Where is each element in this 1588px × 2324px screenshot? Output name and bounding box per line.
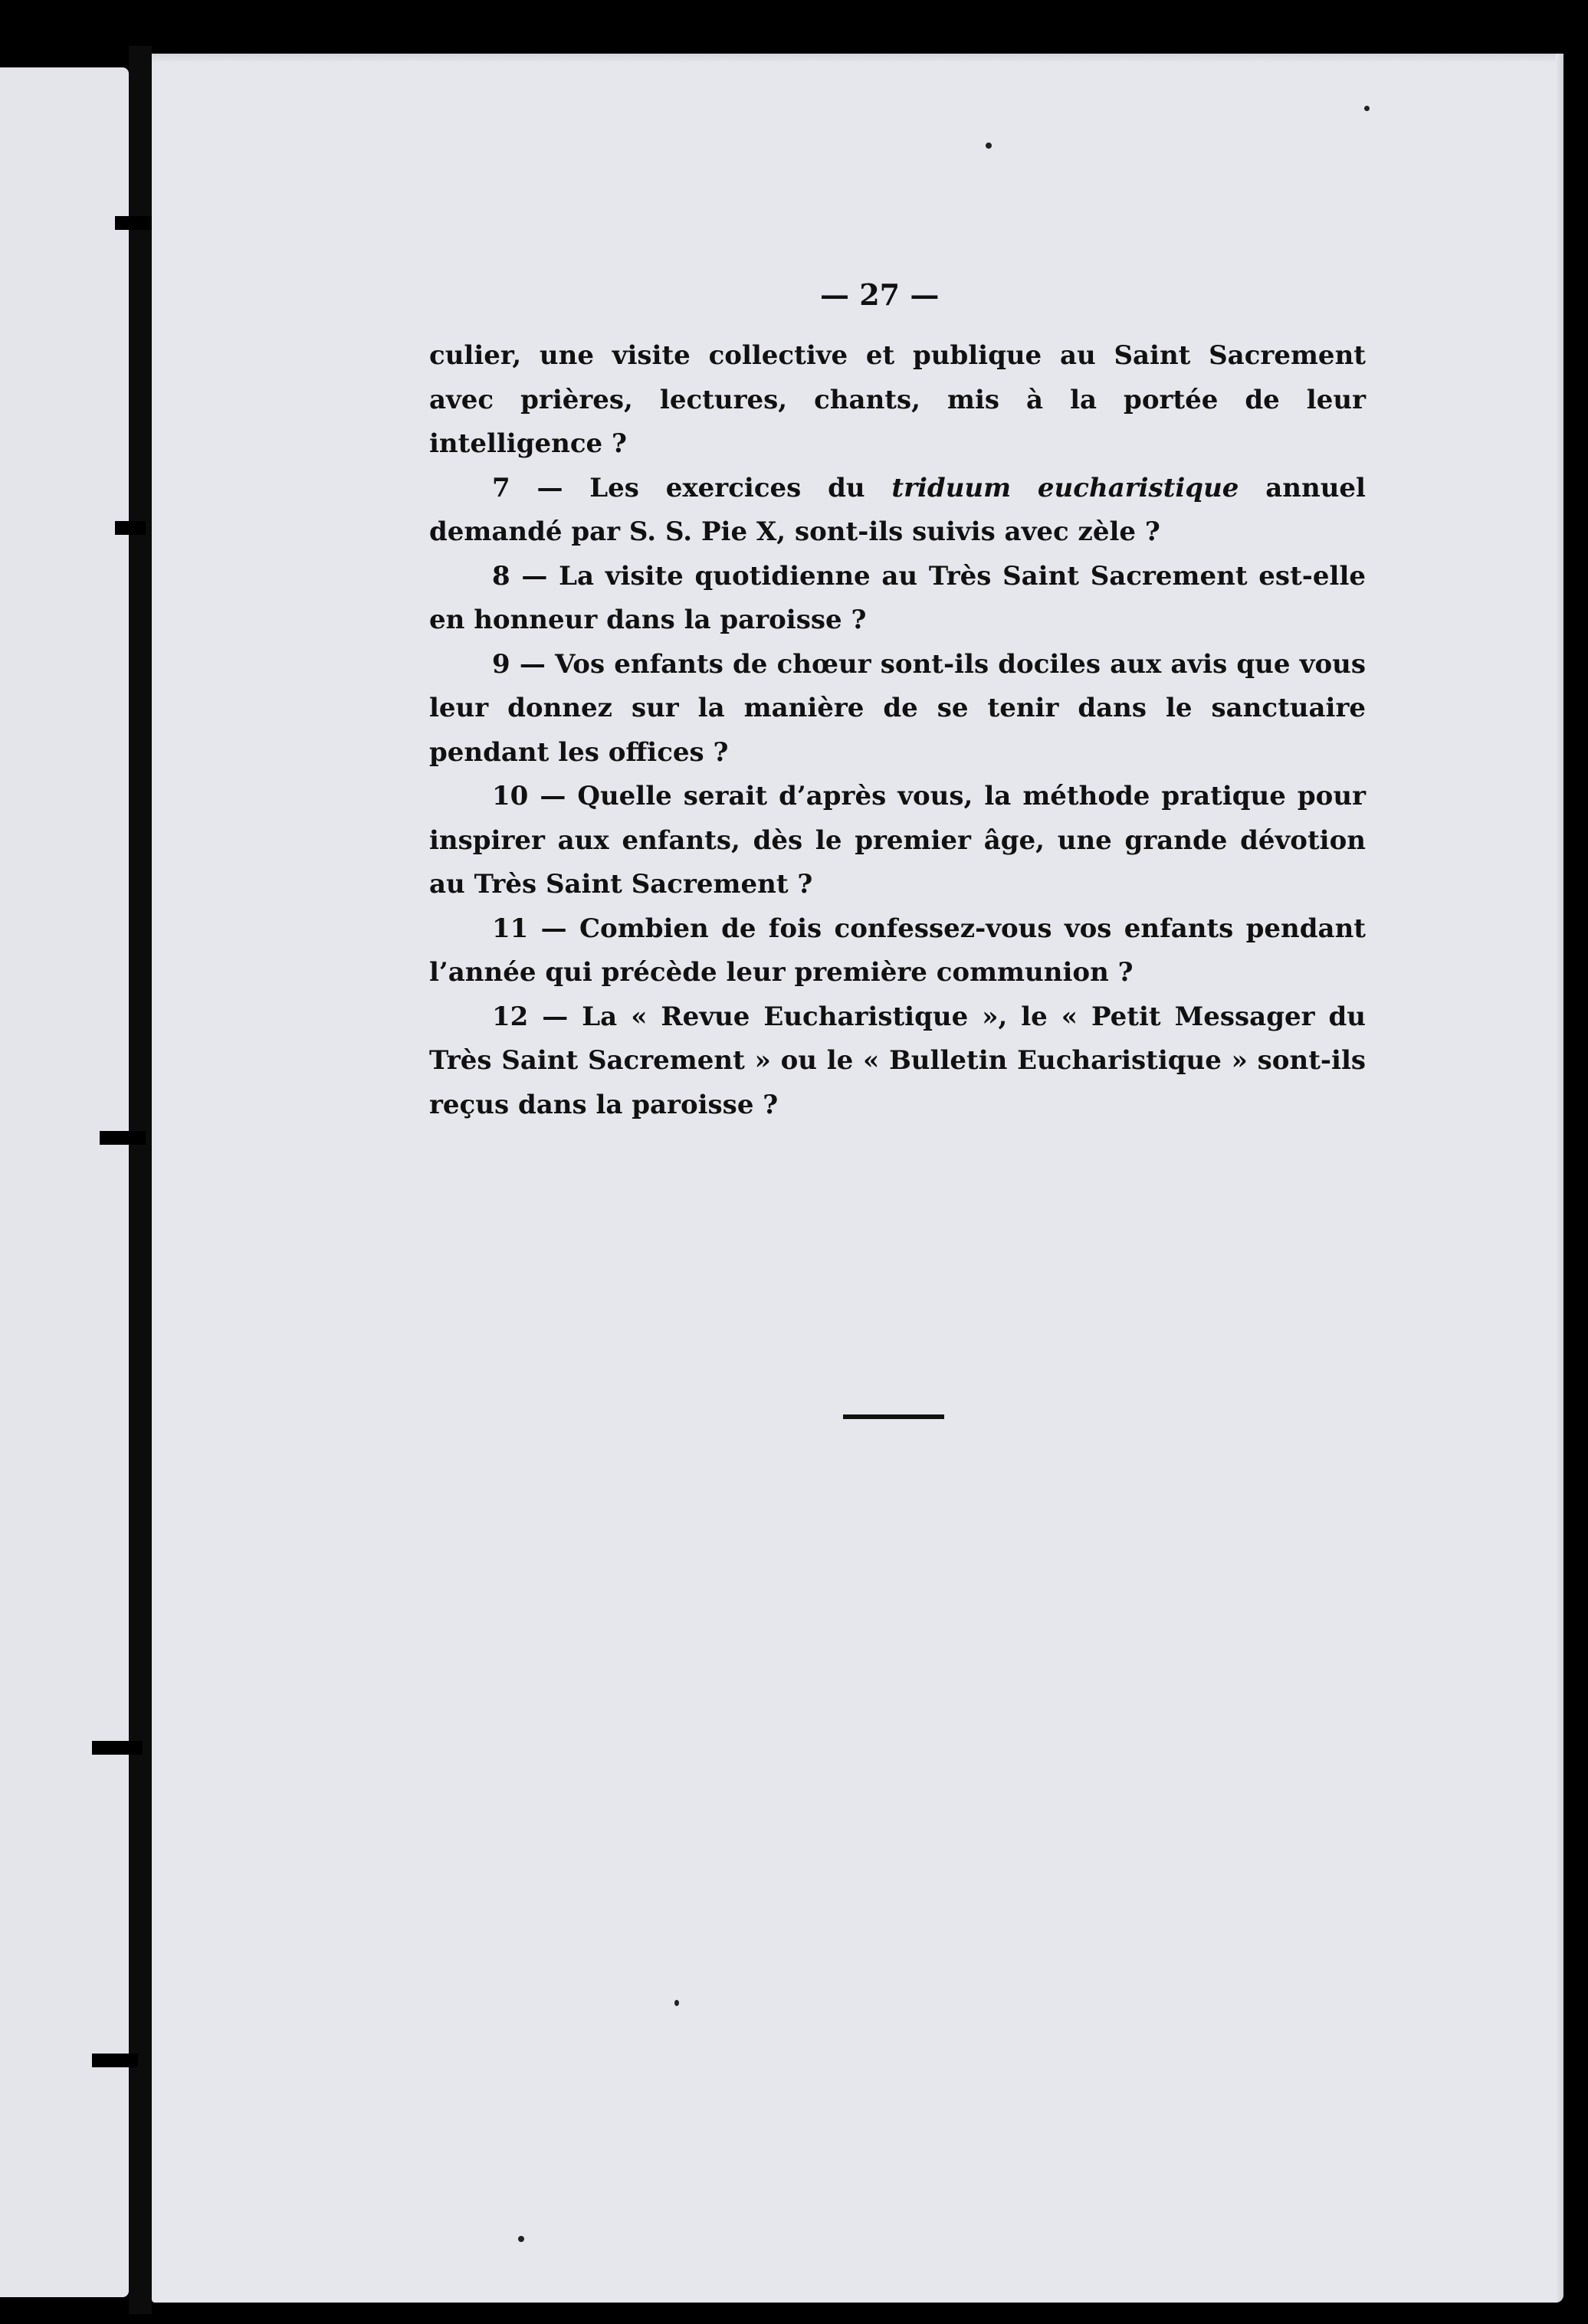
binding-thread-mark: [92, 1741, 143, 1755]
item-7-text-end: annuel demandé par S. S. Pie X, sont-ils suivis avec zèle ?: [429, 472, 1366, 547]
paper-speck: [674, 2000, 679, 2006]
binding-thread-mark: [115, 521, 146, 535]
paragraph-item-11: 11 — Combien de fois confessez-vous vos enfants pendant l’année qui précède leur première communion ?: [429, 913, 1366, 988]
paper-speck: [518, 2236, 524, 2242]
page-number: — 27 —: [820, 277, 940, 312]
binding-thread-mark: [92, 2054, 138, 2067]
paper-speck: [1364, 106, 1370, 111]
paragraph-item-7: [429, 467, 1366, 555]
facing-page-edge: [0, 67, 129, 2297]
paragraph-item-10: 10 — Quelle serait d’après vous, la méthode pratique pour inspirer aux enfants, dès le premier âge, une grande dévotion au Très Saint Sacrement ?: [429, 781, 1366, 900]
paragraph-item-8: 8 — La visite quotidienne au Très Saint Sacrement est-elle en honneur dans la paroisse ?: [429, 560, 1366, 635]
paragraph-item-12: 12 — La « Revue Eucharistique », le « Petit Messager du Très Saint Sacrement » ou le « Bulletin Eucharistique » sont-ils reçus dans la paroisse ?: [429, 1001, 1366, 1120]
paragraph-item-9: 9 — Vos enfants de chœur sont-ils dociles aux avis que vous leur donnez sur la manière de se tenir dans le sanctuaire pendant les offices ?: [429, 648, 1366, 768]
page-right-edge: [1556, 54, 1563, 2303]
binding-gutter: [129, 46, 152, 2314]
binding-thread-mark: [100, 1131, 146, 1145]
body-text: [429, 334, 1366, 1127]
paragraph-continuation: culier, une visite collective et publique au Saint Sacrement avec prières, lectures, chants, mis à la portée de leur intelligence ?: [429, 340, 1366, 459]
page-top-edge: [152, 54, 1563, 63]
item-7-text-start: 7 — Les exercices du: [492, 472, 892, 503]
closing-rule: [843, 1414, 944, 1419]
binding-thread-mark: [115, 216, 152, 230]
item-7-italic-term: triduum eucharistique: [891, 472, 1239, 503]
paper-speck: [986, 143, 992, 149]
